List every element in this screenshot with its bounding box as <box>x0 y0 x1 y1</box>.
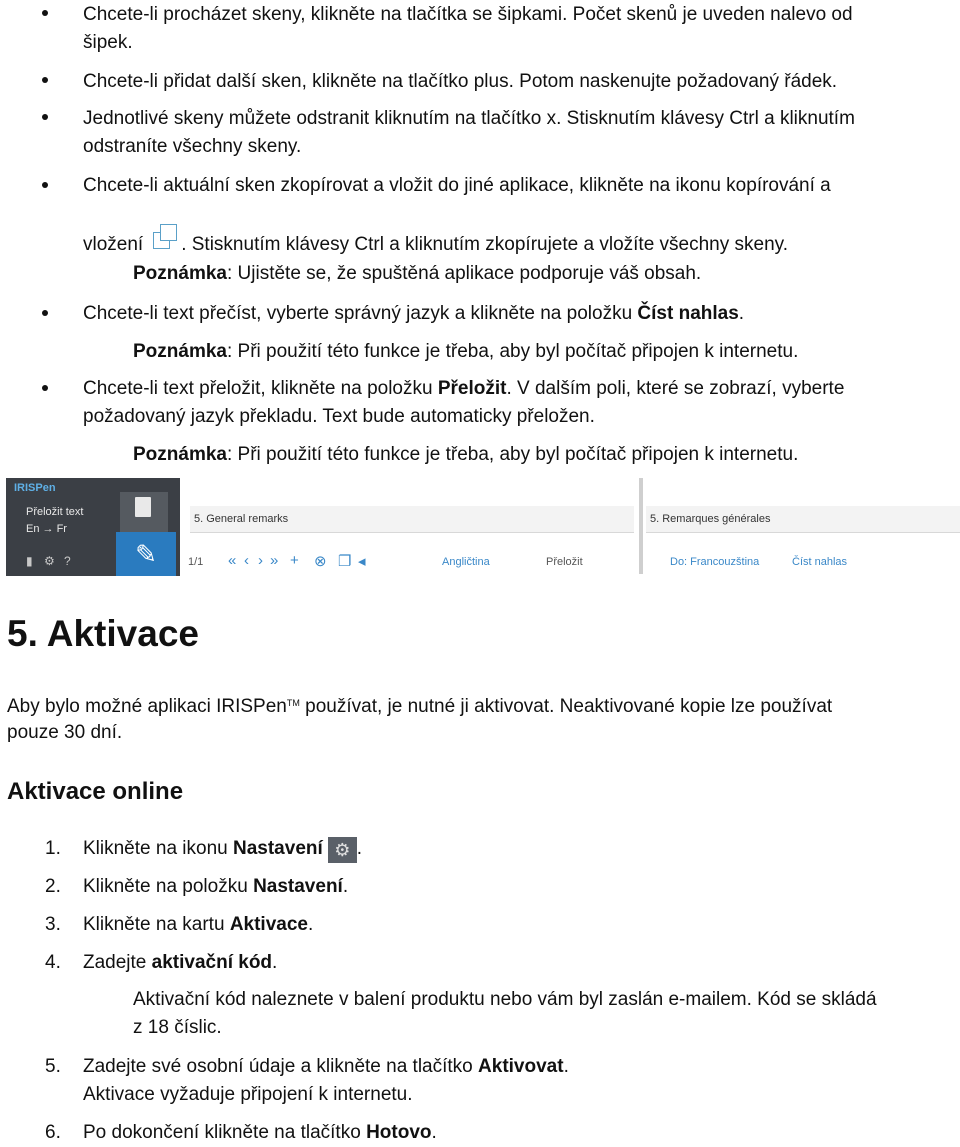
step-text: Klikněte na ikonu <box>83 838 233 859</box>
note <box>133 337 798 366</box>
settings-gear-icon: ⚙ <box>328 837 357 863</box>
bullet-line <box>83 299 744 328</box>
bullet-dot <box>42 310 48 316</box>
bullet-bold: Číst nahlas <box>637 303 739 324</box>
divider <box>639 478 643 574</box>
first-arrow-icon[interactable]: « <box>228 552 237 569</box>
bullet-dot <box>42 182 48 188</box>
step-bold: Aktivovat <box>478 1056 564 1077</box>
bullet-line: odstraníte všechny skeny. <box>83 136 302 157</box>
step-bold: aktivační kód <box>151 952 273 973</box>
next-arrow-icon[interactable]: › <box>258 552 263 569</box>
bullet-line <box>83 374 844 403</box>
bullet-line: Jednotlivé skeny můžete odstranit kliknutím na tlačítko x. Stisknutím klávesy Ctrl a kliknutím <box>83 108 855 129</box>
bullet-bold: Přeložit <box>437 378 507 399</box>
note-text: : Ujistěte se, že spuštěná aplikace podporuje váš obsah. <box>226 263 702 284</box>
step-note: z 18 číslic. <box>133 1017 222 1038</box>
step-number: 5. <box>45 1056 61 1077</box>
note-text: : Při použití této funkce je třeba, aby byl počítač připojen k internetu. <box>226 444 799 465</box>
help-icon[interactable]: ? <box>64 554 71 568</box>
prev-arrow-icon[interactable]: ‹ <box>244 552 249 569</box>
pen-icon[interactable]: ✎ <box>116 532 176 576</box>
bullet-dot <box>42 114 48 120</box>
source-language-select[interactable]: Angličtina <box>442 556 490 568</box>
step-number: 2. <box>45 876 61 897</box>
step-2 <box>83 872 348 901</box>
translate-button[interactable]: Přeložit <box>546 556 583 568</box>
irispen-screenshot <box>6 478 960 578</box>
sidebar-lang[interactable]: En → Fr <box>26 523 67 535</box>
note <box>133 440 798 469</box>
bullet-dot <box>42 385 48 391</box>
step-note: Aktivace vyžaduje připojení k internetu. <box>83 1084 413 1105</box>
step-text: . <box>272 952 278 973</box>
step-bold: Nastavení <box>233 838 323 859</box>
step-3 <box>83 910 313 939</box>
note-text: : Při použití této funkce je třeba, aby byl počítač připojen k internetu. <box>226 341 799 362</box>
bullet-line: Chcete-li aktuální sken zkopírovat a vložit do jiné aplikace, klikněte na ikonu kopírování a <box>83 175 831 196</box>
step-bold: Nastavení <box>253 876 343 897</box>
step-number: 4. <box>45 952 61 973</box>
step-bold: Aktivace <box>229 914 308 935</box>
bullet-text: . Stisknutím klávesy Ctrl a kliknutím zkopírujete a vložíte všechny skeny. <box>181 234 789 255</box>
step-text: Klikněte na kartu <box>83 914 230 935</box>
bullet-line: šipek. <box>83 32 133 53</box>
step-text: . <box>431 1122 437 1143</box>
plus-icon[interactable]: + <box>290 552 299 569</box>
step-5 <box>83 1052 569 1081</box>
note <box>133 259 701 288</box>
step-number: 1. <box>45 838 61 859</box>
bullet-line <box>83 222 788 259</box>
copy-icon[interactable]: ❐ <box>338 553 352 570</box>
bullet-dot <box>42 77 48 83</box>
last-arrow-icon[interactable]: » <box>270 552 279 569</box>
bullet-text: vložení <box>83 234 144 255</box>
section-title: 5. Aktivace <box>7 613 199 654</box>
step-text: . <box>563 1056 569 1077</box>
step-text: . <box>307 914 314 935</box>
subsection-title: Aktivace online <box>7 778 184 805</box>
step-text: Klikněte na položku <box>83 876 254 897</box>
step-number: 3. <box>45 914 61 935</box>
brand-logo: IRISPen <box>14 482 56 494</box>
intro-text: Aby bylo možné aplikaci IRISPen <box>7 696 287 717</box>
bullet-line: Chcete-li procházet skeny, klikněte na tlačítka se šipkami. Počet skenů je uveden nalevo od <box>83 4 853 25</box>
source-text-field[interactable]: 5. General remarks <box>190 506 634 533</box>
intro-line <box>7 689 832 721</box>
step-note: Aktivační kód naleznete v balení produktu nebo vám byl zaslán e-mailem. Kód se skládá <box>133 989 877 1010</box>
read-aloud-button[interactable]: Číst nahlas <box>792 556 848 568</box>
target-text-field[interactable]: 5. Remarques générales <box>646 506 960 533</box>
bullet-text: Chcete-li text přeložit, klikněte na položku <box>83 378 438 399</box>
document-icon[interactable] <box>135 497 151 517</box>
step-number: 6. <box>45 1122 61 1143</box>
note-label: Poznámka <box>133 444 227 465</box>
step-bold: Hotovo <box>366 1122 432 1143</box>
intro-text: používat, je nutné ji aktivovat. Neaktivované kopie lze používat <box>299 696 833 717</box>
bullet-text: . <box>738 303 745 324</box>
sidebar-mode[interactable]: Přeložit text <box>26 506 84 518</box>
app-sidebar <box>6 478 180 576</box>
bullet-line: Chcete-li přidat další sken, klikněte na tlačítko plus. Potom naskenujte požadovaný řádek. <box>83 71 838 92</box>
note-label: Poznámka <box>133 263 227 284</box>
bullet-text: . V dalším poli, které se zobrazí, vyberte <box>506 378 845 399</box>
bullet-dot <box>42 10 48 16</box>
delete-icon[interactable]: ⊗ <box>314 553 327 570</box>
step-text: . <box>342 876 349 897</box>
scan-counter: 1/1 <box>188 556 204 568</box>
speaker-icon[interactable]: ◂ <box>358 553 366 570</box>
note-label: Poznámka <box>133 341 227 362</box>
gear-icon[interactable]: ⚙ <box>44 554 55 568</box>
battery-icon: ▮ <box>26 554 33 568</box>
intro-line: pouze 30 dní. <box>7 722 123 743</box>
step-text: Zadejte své osobní údaje a klikněte na tlačítko <box>83 1056 479 1077</box>
step-4 <box>83 948 277 977</box>
step-text: Zadejte <box>83 952 152 973</box>
target-language-select[interactable]: Do: Francouzština <box>670 556 760 568</box>
trademark: TM <box>286 698 300 708</box>
step-text: . <box>356 838 363 859</box>
bullet-text: Chcete-li text přečíst, vyberte správný jazyk a klikněte na položku <box>83 303 638 324</box>
step-text: Po dokončení klikněte na tlačítko <box>83 1122 367 1143</box>
step-1 <box>83 834 362 863</box>
copy-paste-icon <box>151 222 177 252</box>
bullet-line: požadovaný jazyk překladu. Text bude automaticky přeložen. <box>83 406 595 427</box>
